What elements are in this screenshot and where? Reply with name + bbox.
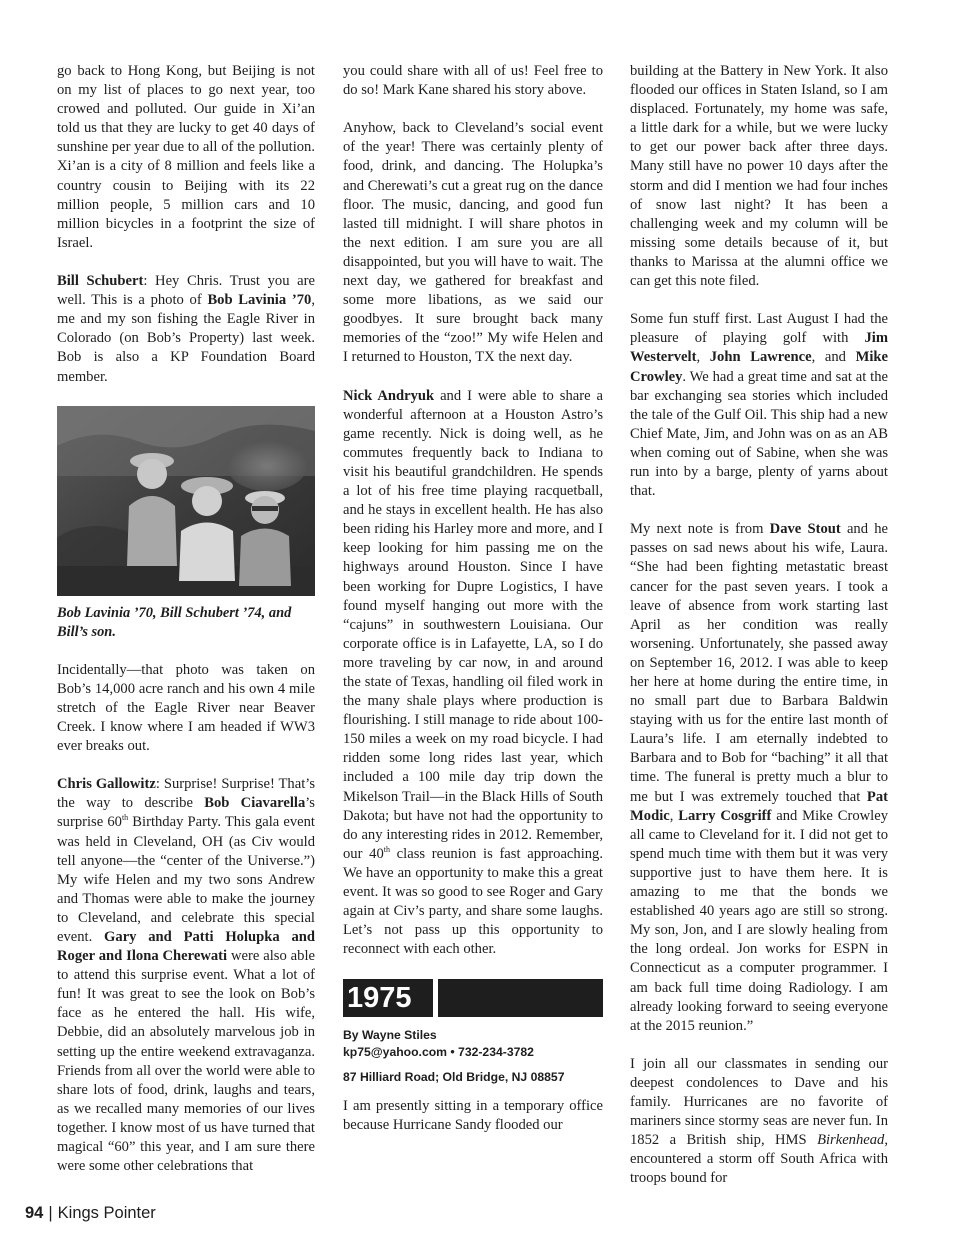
column-3 — [630, 62, 888, 1208]
name: Pat Modic — [630, 788, 888, 824]
byline: By Wayne Stiles — [343, 1027, 437, 1042]
name: Dave Stout — [769, 521, 841, 538]
fishing-photo — [57, 406, 315, 596]
contact-info: kp75@yahoo.com • 732-234-3782 — [343, 1044, 534, 1059]
class-year-header — [343, 979, 603, 1017]
name: Bob Ciavarella — [204, 795, 306, 812]
class-year: 1975 — [343, 979, 433, 1017]
name: Chris Gallowitz — [57, 776, 156, 793]
paragraph: I am presently sitting in a temporary office because Hurricane Sandy flooded our — [343, 1097, 603, 1133]
paragraph: go back to Hong Kong, but Beijing is not on my list of places to go next year, too crowed and polluted. Our guide in Xi’an told us that they are lucky to get 40 days of sunshine per year due to all of the pollution. Xi’an is a city of 8 million and feels like a country cousin to Beijing with its 22 million people, 5 million cars and 10 million bicycles in a footprint the size of Israel. — [57, 63, 315, 251]
column-1 — [57, 62, 315, 1195]
paragraph: Anyhow, back to Cleveland’s social event of the year! There was certainly plenty of food, drink, and dancing. The Holupka’s and Cherewati’s cut a great rug on the dance floor. The music, dancing, and good fun lasted till midnight. I will share photos in the next edition. I am sure you are all disappointed, but you will have to wait. The next day, we gathered for breakfast and some more libations, as we said our goodbyes. It sure brought back many memories of the “zoo!” My wife Helen and I returned to Houston, TX the next day. — [343, 120, 603, 366]
name: Gary and Patti Holupka and Roger and Ilona Cherewati — [57, 929, 315, 965]
paragraph: building at the Battery in New York. It also flooded our offices in Staten Island, so I am displaced. Fortunately, my home was safe, a little dark for a while, but we were lucky to get our power back after three days. Many still have no power 10 days after the storm and did I mention we had four inches of snow last night? It has been a challenging week and my column will be missing some details because of it, but thanks to Marissa at the alumni office we can get this note filed. — [630, 63, 888, 290]
ship-name: Birkenhead — [817, 1132, 885, 1149]
column-2 — [343, 62, 603, 1154]
name: Mike Crowley — [630, 349, 889, 385]
header-bar — [438, 979, 603, 1017]
name: Bill Schubert — [57, 273, 144, 290]
name: Larry Cosgriff — [678, 807, 772, 824]
name: Bob Lavinia ’70 — [207, 292, 312, 309]
photo-caption: Bob Lavinia ’70, Bill Schubert ’74, and Bill’s son. — [57, 604, 292, 640]
paragraph: Incidentally—that photo was taken on Bob’s 14,000 acre ranch and his own 4 mile stretch of the Eagle River near Beaver Creek. I know where I am headed if WW3 ever breaks out. — [57, 661, 315, 755]
paragraph: I join all our classmates in sending our deepest condolences to Dave and his family. Hurricanes are no favorite of mariners since stormy seas are never fun. In 1852 a British ship, HMS Birkenhead, encountered a storm off South Africa with troops bound for — [630, 1055, 888, 1187]
page-number: 94 — [25, 1204, 44, 1222]
class-contact — [343, 1027, 603, 1086]
paragraph: Bill Schubert: Hey Chris. Trust you are well. This is a photo of Bob Lavinia ’70, me and my son fishing the Eagle River in Colorado (on Bob’s Property) last week. Bob is also a KP Foundation Board member. — [57, 273, 315, 385]
address: 87 Hilliard Road; Old Bridge, NJ 08857 — [343, 1069, 565, 1084]
paragraph: Chris Gallowitz: Surprise! Surprise! That’s the way to describe Bob Ciavarella’s surprise 60th Birthday Party. This gala event was held in Cleveland, OH (as Civ would tell anyone—the “center of the Universe.”) My wife Helen and my two sons Andrew and Thomas were able to make the journey to Cleveland, and celebrate this special event. Gary and Patti Holupka and Roger and Ilona Cherewati were also able to attend this surprise event. What a lot of fun! It was great to see the look on Bob’s face as he entered the hall. His wife, Debbie, did an absolutely marvelous job in setting up the entire weekend extravaganza. Friends from all over the world were able to share lots of food, drink, laughs and tears, as we recalled many memories of our lives together. I know most of us have turned that magical “60” this year, and I am sure there were some other celebrations that — [57, 776, 315, 1175]
paragraph: My next note is from Dave Stout and he passes on sad news about his wife, Laura. “She had been fighting metastatic breast cancer for the past seven years. I took a leave of absence from work starting last April as her condition was really worsening. Unfortunately, she passed away on September 16, 2012. I was able to keep her here at home during the entire time, in no small part due to Barbara Baldwin staying with us for the entire last month of Laura’s life. I am eternally indebted to Barbara and to Bob for “baching” it all that time. The funeral is pretty much a blur to me but I was extremely touched that Pat Modic, Larry Cosgriff and Mike Crowley all came to Cleveland for it. I did not get to spend much time with them but it was very supportive just to have them here. It is amazing to me that the bonds we established 40 years ago are still so strong. My son, Jon, and I are slowly healing from the long ordeal. Jon works for ESPN in Connecticut as a computer programmer. I am back full time doing Radiology. I am already looking forward to seeing everyone at the 2015 reunion.” — [630, 521, 888, 1034]
publication-name: Kings Pointer — [57, 1204, 156, 1222]
name: John Lawrence — [709, 349, 812, 366]
footer-separator: | — [48, 1204, 53, 1222]
name: Jim Westervelt — [630, 330, 888, 366]
paragraph: Some fun stuff first. Last August I had the pleasure of playing golf with Jim Westervelt, John Lawrence, and Mike Crowley. We had a great time and sat at the bar exchanging sea stories which included the tale of the Gulf Oil. This ship had a new Chief Mate, Jim, and John was on as an AB when coming out of Sabine, when she was run into by a barge, plenty of yarns about that. — [630, 311, 889, 500]
name: Nick Andryuk — [343, 387, 435, 404]
page-footer — [25, 1204, 156, 1223]
paragraph: you could share with all of us! Feel free to do so! Mark Kane shared his story above. — [343, 63, 603, 99]
paragraph: Nick Andryuk and I were able to share a wonderful afternoon at a Houston Astro’s game recently. Nick is doing well, as he commutes frequently back to Indiana to visit his beautiful grandchildren. He spends a lot of his free time playing racquetball, and he stays in excellent health. He has also been riding his Harley more and more, and I keep looking for him passing me on the highways around Houston. Since I have been working for Dupre Logistics, I have found myself hanging out more with the “cajuns” in southwestern Louisiana. Our corporate office is in Lafayette, LA, so I do more traveling by car now, in and around the state of Texas, handling oil filed work in the many shale plays where production is flourishing. I still manage to ride about 100-150 miles a week on my road bicycle. I had ridden some long rides last year, which included a 100 mile day trip down the Mikelson Trail—in the Black Hills of South Dakota; but have not had the opportunity to do any interesting rides in 2012. Remember, our 40th class reunion is fast approaching. We have an opportunity to make this a great event. It was so good to see Roger and Gary again at Civ’s party, and share some laughs. Let’s not pass up this opportunity to reconnect with each other. — [343, 387, 604, 958]
